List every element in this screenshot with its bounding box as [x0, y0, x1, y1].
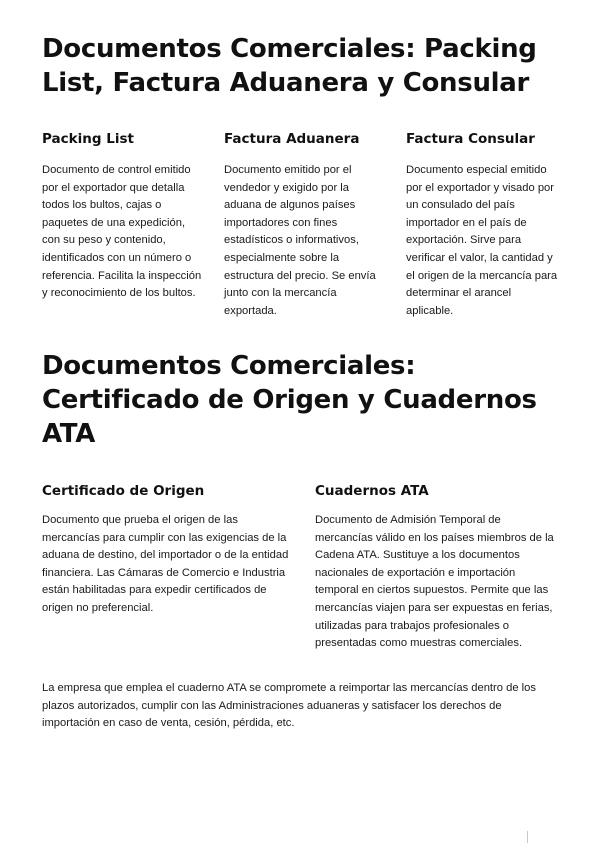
- certificado-origen-heading: Certificado de Origen: [42, 483, 205, 499]
- packing-list-heading: Packing List: [42, 131, 134, 147]
- cuadernos-ata-text: Documento de Admisión Temporal de mercancías válido en los países miembros de la Cadena ATA. Sustituye a los documentos nacionales de exportación e importación temporal en ciertos supuestos. Permite que las mercancías viajen para ser expuestas en ferias, utilizadas para trabajos profesionales o presentadas como muestras comerciales.: [315, 514, 554, 650]
- cuadernos-ata-heading: Cuadernos ATA: [315, 483, 429, 499]
- factura-consular-heading: Factura Consular: [406, 131, 535, 147]
- page-corner-mark: [527, 831, 528, 843]
- closing-paragraph: La empresa que emplea el cuaderno ATA se compromete a reimportar las mercancías dentro de los plazos autorizados, cumplir con las Administraciones aduaneras y satisfacer los derechos de importación en caso de venta, cesión, pérdida, etc.: [42, 682, 536, 730]
- factura-aduanera-text: Documento emitido por el vendedor y exigido por la aduana de algunos países importadores con fines estadísticos o informativos, especialmente sobre la estructura del precio. Se envía junto con la mercancía exportada.: [224, 164, 376, 317]
- certificado-origen-text: Documento que prueba el origen de las mercancías para cumplir con las exigencias de la aduana de destino, del importador o de la entidad financiera. Las Cámaras de Comercio e Industria están habilitadas para expedir certificados de origen no preferencial.: [42, 514, 289, 614]
- section-1-title: Documentos Comerciales: Packing List, Factura Aduanera y Consular: [42, 34, 537, 98]
- packing-list-text: Documento de control emitido por el exportador que detalla todos los bultos, cajas o paquetes de una expedición, con su peso y contenido, identificados con un número o referencia. Facilita la inspección y reconocimiento de los bultos.: [42, 164, 202, 300]
- factura-aduanera-heading: Factura Aduanera: [224, 131, 360, 147]
- factura-consular-text: Documento especial emitido por el exportador y visado por un consulado del país importador en el país de exportación. Sirve para verificar el valor, la cantidad y el origen de la mercancía para determinar el arancel aplicable.: [406, 164, 558, 317]
- section-2-title: Documentos Comerciales: Certificado de Origen y Cuadernos ATA: [42, 351, 537, 449]
